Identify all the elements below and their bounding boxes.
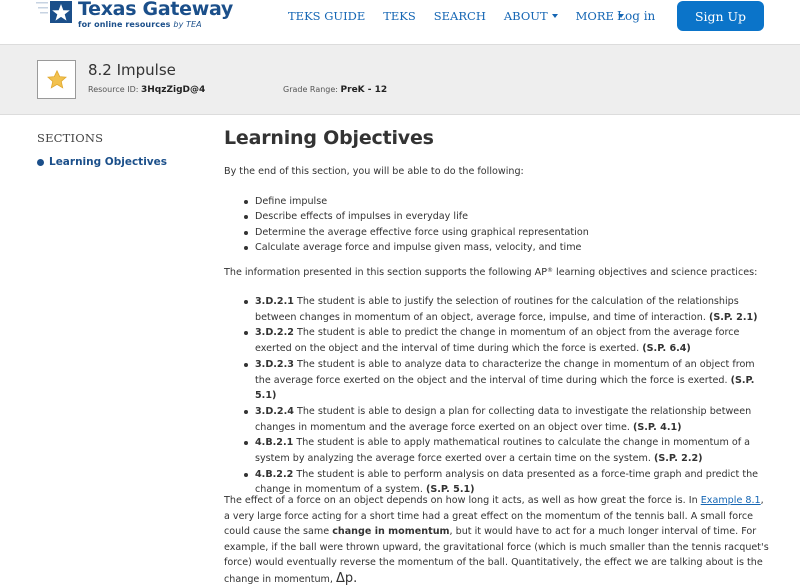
top-navigation — [0, 0, 800, 44]
logo-subtitle: for online resources by TEA — [78, 20, 202, 29]
nav-search[interactable]: SEARCH — [433, 9, 486, 23]
list-item: 3.D.2.4 The student is able to design a plan for collecting data to investigate the relationship between changes in momentum and the average force exerted on an object over time. (S.P. 4.1) — [244, 404, 769, 435]
resource-header — [0, 44, 800, 115]
example-8-1-link[interactable]: Example 8.1 — [700, 495, 761, 506]
ap-objectives-list — [244, 294, 769, 498]
nav-teks-guide[interactable]: TEKS GUIDE — [288, 9, 366, 23]
main-nav — [288, 9, 642, 23]
nav-about[interactable]: ABOUT — [504, 9, 558, 23]
section-link-learning-objectives[interactable]: Learning Objectives — [37, 156, 167, 168]
list-item: Determine the average effective force using graphical representation — [244, 225, 589, 240]
list-item: Describe effects of impulses in everyday life — [244, 209, 589, 224]
list-item: 3.D.2.1 The student is able to justify the selection of routines for the calculation of the relationships between changes in momentum of an object, average force, impulse, and time of interaction. (S.P. 2.1) — [244, 294, 769, 325]
favorite-button[interactable] — [37, 60, 76, 99]
bullet-icon — [37, 159, 44, 166]
texas-star-icon — [36, 0, 76, 30]
star-icon — [47, 70, 67, 89]
grade-range: Grade Range: PreK - 12 — [283, 85, 388, 95]
chevron-down-icon — [552, 14, 558, 18]
sections-heading: SECTIONS — [37, 131, 104, 145]
delta-p-symbol: Δp. — [335, 570, 358, 586]
resource-title: 8.2 Impulse — [88, 61, 176, 79]
login-link[interactable]: Log in — [617, 9, 656, 23]
list-item: 3.D.2.3 The student is able to analyze data to characterize the change in momentum of an object from the average force exerted on the object and the interval of time during which the force is exerted. (S.P. 5.1) — [244, 357, 769, 404]
nav-teks[interactable]: TEKS — [383, 9, 416, 23]
main-content — [224, 124, 769, 586]
list-item: 4.B.2.2 The student is able to perform analysis on data presented as a force-time graph and predict the change in momentum of a system. (S.P. 5.1) — [244, 467, 769, 498]
page-title: Learning Objectives — [224, 127, 434, 149]
logo-title: Texas Gateway — [78, 0, 233, 20]
list-item: Define impulse — [244, 194, 589, 209]
texas-gateway-logo[interactable] — [36, 0, 233, 32]
list-item: 3.D.2.2 The student is able to predict the change in momentum of an object from the average force exerted on the object and the interval of time during which the force is exerted. (S.P. 6.4) — [244, 325, 769, 356]
list-item: 4.B.2.1 The student is able to apply mathematical routines to calculate the change in momentum of a system by analyzing the average force exerted over a certain time on the system. (S.P. 2.2) — [244, 435, 769, 466]
intro-text: By the end of this section, you will be able to do the following: — [224, 166, 524, 177]
nav-more[interactable]: MORE — [576, 9, 624, 23]
list-item: Calculate average force and impulse given mass, velocity, and time — [244, 240, 589, 255]
objective-bullets — [244, 194, 589, 255]
signup-button[interactable]: Sign Up — [677, 1, 764, 31]
resource-id: Resource ID: 3HqzZigD@4 — [88, 85, 206, 95]
effect-paragraph: The effect of a force on an object depends on how long it acts, as well as how great the force is. In Example 8.1, a very large force acting for a short time had a great effect on the momentum of the tennis ball. A small force could cause the same change in momentum, but it would have to act for a much longer interval of time. For example, if the ball were thrown upward, the gravitational force (which is much smaller than the tennis racquet's force) would eventually reverse the momentum of the ball. Quantitatively, the effect we are talking about is the change in momentum, Δp. — [224, 495, 769, 586]
ap-info-text: The information presented in this section supports the following AP® learning objectives and science practices: — [224, 267, 758, 278]
